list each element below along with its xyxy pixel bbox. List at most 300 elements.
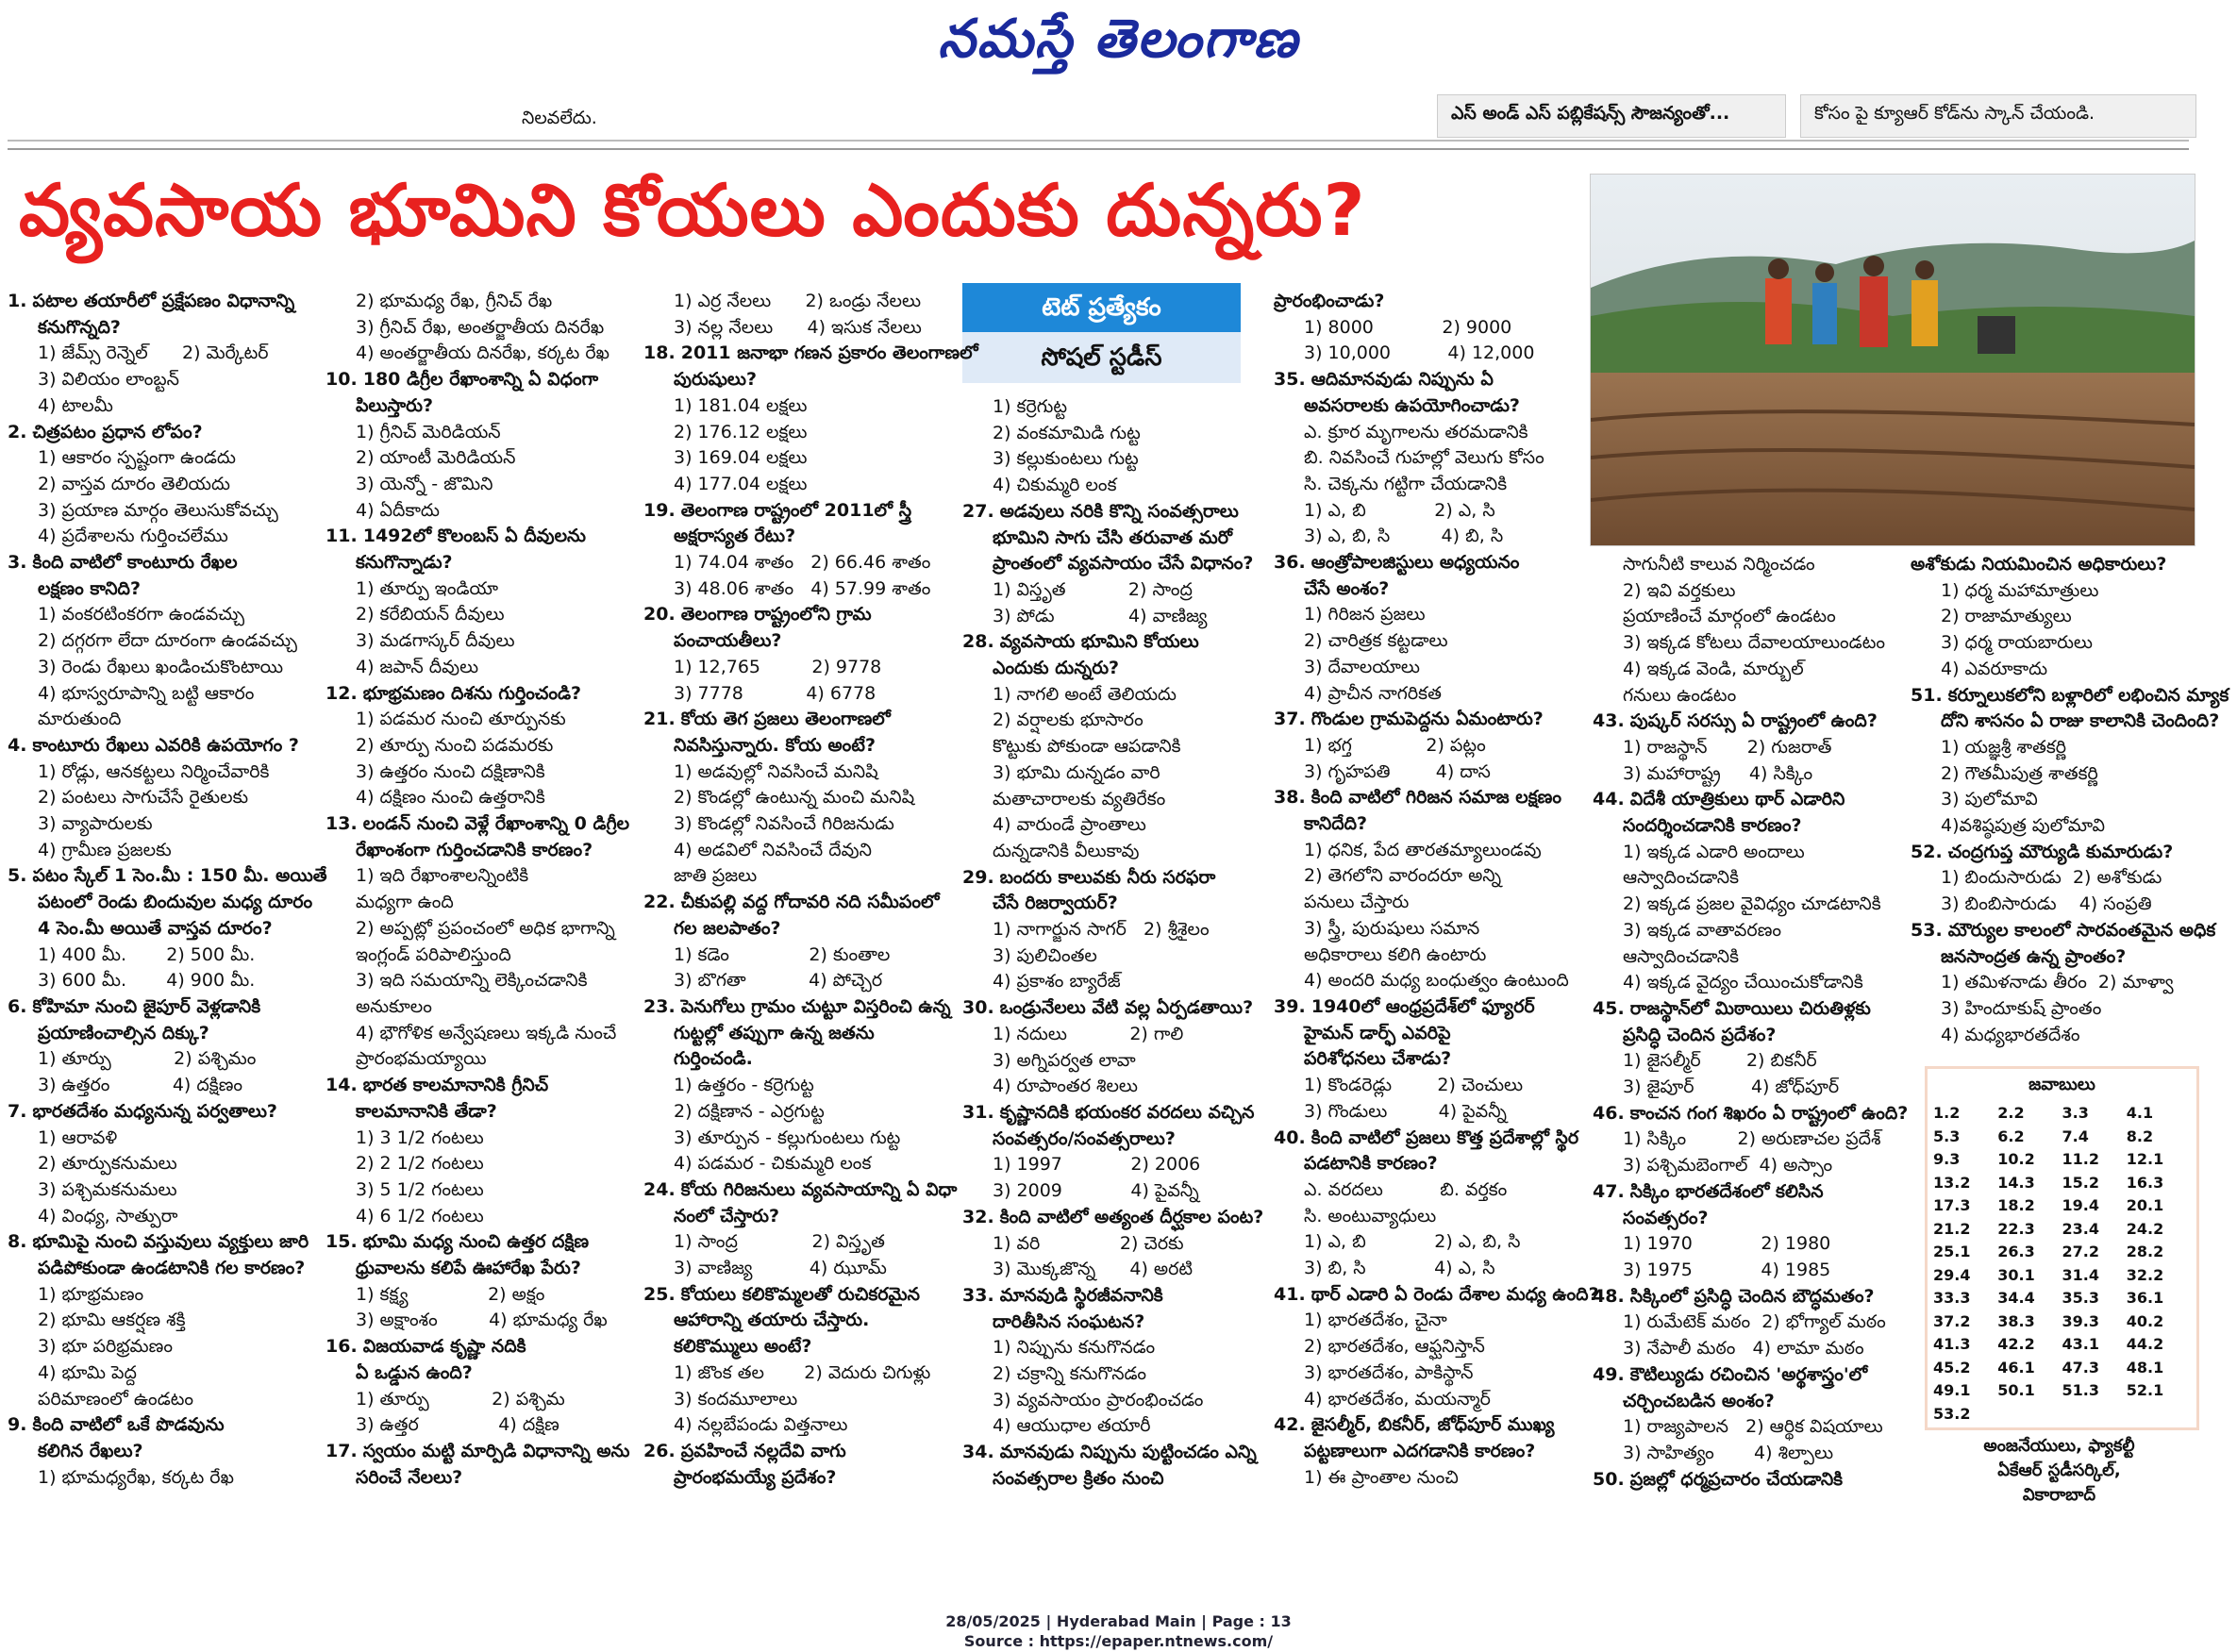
question-line: 2011 జనాభా గణన ప్రకారం తెలంగాణలో xyxy=(680,342,978,364)
question-text xyxy=(643,707,960,733)
answer-option: 3) నేపాలీ మఠం 4) లామా మఠం xyxy=(1623,1338,1864,1360)
question-text xyxy=(8,994,324,1021)
answer-option: మతాచారాలకు వ్యతిరేకం xyxy=(993,788,1166,809)
question-line: నంలో చేస్తారు? xyxy=(674,1205,780,1226)
question-text xyxy=(1274,1151,1590,1177)
answer-option: 3) పోడు 4) వాణిజ్య xyxy=(993,605,1208,626)
question-line: పుష్కర్ సరస్సు ఏ రాష్ట్రంలో ఉంది? xyxy=(1629,710,1878,732)
answer-option: 3) హిందూకుష్ ప్రాంతం xyxy=(1941,997,2102,1019)
question-text xyxy=(1274,1021,1590,1047)
question-text xyxy=(643,994,960,1021)
question-line: సిక్కింలో ప్రసిద్ధి చెందిన బౌద్ధమతం? xyxy=(1629,1285,1875,1307)
question-text xyxy=(1593,709,1909,735)
question-line: ఏ ఒడ్డున ఉంది? xyxy=(356,1361,473,1383)
answer-item: 2.2 xyxy=(1997,1104,2025,1122)
question-number: 35. xyxy=(1274,369,1306,391)
answer-item: 37.2 xyxy=(1933,1311,1971,1330)
answer-option: 4) భారతదేశం, మయన్మార్ xyxy=(1304,1388,1491,1410)
answer-option: 3) 1975 4) 1985 xyxy=(1623,1259,1831,1280)
answer-option: 3) బింబిసారుడు 4) సంప్రతి xyxy=(1941,893,2152,915)
answer-option: 3) బొగతా 4) పోచ్చెర xyxy=(674,970,883,992)
answer-option: గనులు ఉండటం xyxy=(1623,684,1737,706)
question-text xyxy=(643,1282,960,1309)
answer-item: 39.3 xyxy=(2062,1311,2099,1330)
answer-option: 3) మహారాష్ట్ర 4) సిక్కిం xyxy=(1623,762,1813,784)
answer-option: 1) తమిళనాడు తీరం 2) మాళ్వా xyxy=(1941,972,2174,993)
question-text xyxy=(1274,1282,1599,1309)
question-number: 21. xyxy=(643,709,676,730)
question-line: ప్రయాణించాల్సిన దిక్కు? xyxy=(38,1022,209,1043)
footer-source: Source : https://epaper.ntnews.com/ xyxy=(963,1632,1274,1650)
answer-option: 1) గ్రీనిచ్ మెరిడియన్ xyxy=(356,421,501,442)
question-text xyxy=(643,1465,960,1492)
answer-option: 1) 1997 2) 2006 xyxy=(993,1154,1201,1176)
answer-option: 3) ఇక్కడ వాతావరణం xyxy=(1623,919,1782,941)
question-line: ప్రారంభించాడు? xyxy=(1274,291,1385,311)
question-line: గుట్టల్లో తప్పుగా ఉన్న జతను xyxy=(674,1022,875,1043)
question-line: పటాల తయారీలో ప్రక్షేపణం విధానాన్ని xyxy=(32,291,295,311)
question-number: 28. xyxy=(962,631,994,653)
answer-option: 1) వంకరటింకరగా ఉండవచ్చు xyxy=(38,604,245,626)
question-number: 47. xyxy=(1593,1180,1625,1202)
answer-option: 1) యజ్ఞశ్రీ శాతకర్ణి xyxy=(1941,736,2067,758)
question-number: 45. xyxy=(1593,997,1625,1019)
answer-item: 35.3 xyxy=(2062,1289,2099,1307)
question-line: కింది వాటిలో కాంటూరు రేఖల xyxy=(32,552,238,574)
column-5 xyxy=(1274,289,1599,1491)
question-text xyxy=(1911,944,2227,971)
strip-middle-box: ఎస్ అండ్ ఎస్ పబ్లికేషన్స్ సౌజన్యంతో... xyxy=(1437,94,1786,138)
answer-option: 4) ఎవరూకాదు xyxy=(1941,658,2048,679)
answer-option: 1) బిందుసారుడు 2) అశోకుడు xyxy=(1941,867,2162,889)
question-number: 41. xyxy=(1274,1283,1306,1305)
answer-option: 1) ఎ, బి 2) ఎ, సి xyxy=(1304,499,1495,521)
question-line: రేఖాంశంగా గుర్తించడానికి కారణం? xyxy=(356,839,593,860)
answer-option: 2) అప్పట్లో ప్రపంచంలో అధిక భాగాన్ని xyxy=(356,917,615,939)
question-line: కింది వాటిలో అత్యంత దీర్ఘకాల పంట? xyxy=(999,1206,1264,1227)
answer-option: 1) 3 1/2 గంటలు xyxy=(356,1126,484,1148)
question-number: 7. xyxy=(8,1100,27,1122)
answer-option: 3) ఇక్కడ కోటలు దేవాలయాలుండటం xyxy=(1623,632,1886,654)
answer-option: పనులు చేస్తారు xyxy=(1304,892,1410,913)
question-line: అక్షరాస్యత రేటు? xyxy=(674,526,796,547)
farm-photo xyxy=(1590,174,2195,546)
question-text xyxy=(962,499,1278,526)
question-number: 23. xyxy=(643,995,676,1017)
answer-option: 3) 169.04 లక్షలు xyxy=(674,447,808,469)
question-line: అశోకుడు నియమించిన అధికారులు? xyxy=(1911,554,2167,575)
question-line: భూమి మధ్య నుంచి ఉత్తర దక్షిణ xyxy=(362,1231,590,1253)
question-text xyxy=(962,891,1278,917)
question-number: 38. xyxy=(1274,787,1306,809)
answer-item: 22.3 xyxy=(1997,1219,2035,1238)
question-text xyxy=(643,1177,960,1204)
answer-item: 45.2 xyxy=(1933,1358,1971,1377)
question-text xyxy=(8,916,324,943)
page-headline: వ్యవసాయ భూమిని కోయలు ఎందుకు దున్నరు? xyxy=(19,168,1366,252)
question-line: స్వయం మట్టి మార్పిడి విధానాన్ని అను xyxy=(362,1440,630,1461)
divider xyxy=(8,148,2189,150)
question-text xyxy=(1593,813,1909,840)
question-text xyxy=(643,524,960,550)
answer-item: 31.4 xyxy=(2062,1265,2099,1284)
answer-option: 1) నిప్పును కనుగొనడం xyxy=(993,1337,1156,1359)
answer-option: 2) చక్రాన్ని కనుగొనడం xyxy=(993,1363,1146,1385)
answer-item: 41.3 xyxy=(1933,1335,1971,1353)
question-text xyxy=(643,916,960,943)
question-line: భూమిని సాగు చేసి తరువాత మరో xyxy=(993,526,1232,548)
question-text xyxy=(962,551,1278,577)
answer-option: 3) విలియం లాంబ్టన్ xyxy=(38,369,179,391)
question-text xyxy=(962,1283,1278,1310)
question-text xyxy=(326,1073,642,1099)
answer-item: 4.1 xyxy=(2126,1104,2154,1122)
question-line: తెలంగాణ రాష్ట్రంలో 2011లో స్త్రీ xyxy=(680,499,912,521)
question-text xyxy=(962,656,1278,682)
question-number: 4. xyxy=(8,734,27,756)
column-4 xyxy=(962,394,1278,1493)
answer-option: 3) ఉత్తరం నుంచి దక్షిణానికి xyxy=(356,760,545,782)
answer-option: 1) గిరిజన ప్రజలు xyxy=(1304,604,1426,626)
answer-option: 1) ఎర్ర నేలలు 2) ఒండ్రు నేలలు xyxy=(674,291,922,311)
answer-option: 3) జైపూర్ 4) జోధ్‌పూర్ xyxy=(1623,1076,1840,1098)
question-text xyxy=(8,1099,324,1126)
answer-item: 13.2 xyxy=(1933,1173,1971,1192)
question-text xyxy=(8,863,327,890)
answer-item: 26.3 xyxy=(1997,1243,2035,1260)
answer-option: 1) తూర్పు ఇండియా xyxy=(356,577,499,599)
answer-option: 4) గ్రామీణ ప్రజలకు xyxy=(38,839,172,860)
question-line: మానవుడి స్థిరజీవనానికి xyxy=(999,1284,1163,1306)
question-line: 4 సెం.మీ అయితే వాస్తవ దూరం? xyxy=(38,917,273,939)
question-number: 40. xyxy=(1274,1126,1306,1148)
answer-option: 1) 8000 2) 9000 xyxy=(1304,316,1512,338)
question-number: 8. xyxy=(8,1231,27,1253)
answer-option: 1) సిక్కిం 2) అరుణాచల ప్రదేశ్ xyxy=(1623,1128,1881,1150)
answer-option: 3) గ్రీనిచ్ రేఖ, అంతర్జాతీయ దినరేఖ xyxy=(356,316,605,338)
answer-option: 1) ఇక్కడ ఎడారి అందాలు xyxy=(1623,841,1805,862)
answer-option: 3) ఇది సమయాన్ని లెక్కించడానికి xyxy=(356,970,588,992)
question-text xyxy=(1911,552,2227,578)
question-line: పటంలో రెండు బిందువుల మధ్య దూరం xyxy=(38,892,313,913)
question-line: కర్నూలుకలోని బళ్లారిలో లభించిన మ్యాక xyxy=(1947,684,2229,706)
answer-option: మారుతుంది xyxy=(38,709,122,730)
question-number: 36. xyxy=(1274,552,1306,574)
question-line: రాజస్థాన్‌లో మిఠాయిలు చిరుతిళ్లకు xyxy=(1629,997,1871,1019)
answer-item: 5.3 xyxy=(1933,1126,1961,1145)
answer-option: ప్రయాణించే మార్గంలో ఉండటం xyxy=(1623,606,1836,627)
question-line: హైమన్ డార్ఫ్ ఎవరిపై xyxy=(1304,1022,1451,1043)
answer-item: 18.2 xyxy=(1997,1196,2035,1214)
answer-option: 1) రాజస్థాన్ 2) గుజరాత్ xyxy=(1623,736,1832,758)
question-text xyxy=(962,1205,1278,1231)
answer-option: 4)వశిష్ఠపుత్ర పులోమావి xyxy=(1941,815,2105,837)
question-number: 18. xyxy=(643,342,676,364)
question-line: ప్రాంతంలో వ్యవసాయం చేసే విధానం? xyxy=(993,553,1254,575)
answer-option: 1) భూభ్రమణం xyxy=(38,1283,144,1305)
question-text xyxy=(326,1465,642,1492)
answer-option: 1) ధర్మ మహామాత్రులు xyxy=(1941,579,2099,601)
question-text xyxy=(1274,811,1590,838)
question-number: 34. xyxy=(962,1442,994,1463)
answer-item: 6.2 xyxy=(1997,1126,2025,1145)
question-text xyxy=(643,733,960,759)
question-text xyxy=(1593,1284,1909,1310)
question-line: గొండుల గ్రామపెద్దను ఏమంటారు? xyxy=(1310,709,1544,730)
answer-option: ఆస్వాదించడానికి xyxy=(1623,945,1739,967)
answer-option: 2) తూర్పుకనుమలు xyxy=(38,1153,177,1175)
answer-option: 1) కడెం 2) కుంతాల xyxy=(674,943,891,965)
question-text xyxy=(643,1439,960,1465)
question-text xyxy=(8,1256,324,1282)
answer-option: 2) వర్షాలకు భూసారం xyxy=(993,709,1144,731)
question-line: ఆహారాన్ని తయారు చేస్తారు. xyxy=(674,1310,870,1331)
question-text xyxy=(962,995,1278,1022)
answer-item: 50.1 xyxy=(1997,1381,2035,1399)
answer-option: 1) 181.04 లక్షలు xyxy=(674,394,808,416)
answer-item: 44.2 xyxy=(2126,1335,2164,1353)
answer-option: 3) 7778 4) 6778 xyxy=(674,682,876,704)
answer-item: 34.4 xyxy=(1997,1289,2035,1307)
question-line: చీకుపల్లి వద్ద గోదావరి నది సమీపంలో xyxy=(680,892,940,913)
question-line: గుర్తించండి. xyxy=(674,1048,753,1070)
answer-item: 53.2 xyxy=(1933,1404,1971,1423)
answer-option: 3) పశ్చిమకనుమలు xyxy=(38,1178,177,1200)
question-text xyxy=(962,526,1278,552)
question-line: నివసిస్తున్నారు. కోయ అంటే? xyxy=(674,734,876,756)
answer-option: 1) ఆకారం స్పష్టంగా ఉండదు xyxy=(38,447,236,469)
question-line: మౌర్యుల కాలంలో సారవంతమైన అధిక xyxy=(1947,919,2216,941)
question-text xyxy=(1911,918,2227,944)
question-text xyxy=(962,1440,1278,1466)
question-number: 31. xyxy=(962,1101,994,1123)
answer-option: 3) స్త్రీ, పురుషులు సమాన xyxy=(1304,917,1480,939)
answer-key xyxy=(1925,1066,2199,1430)
answer-option: 2) కొండల్లో ఉంటున్న మంచి మనిషి xyxy=(674,787,915,809)
answer-option: 1) జొంక తల 2) వెదురు చిగుళ్లు xyxy=(674,1361,931,1383)
question-line: దారితీసిన సంఘటన? xyxy=(993,1310,1145,1332)
answer-option: ఇంగ్లండ్ పరిపాలిస్తుంది xyxy=(356,943,511,965)
question-line: సిక్కిం భారతదేశంలో కలిసిన xyxy=(1629,1180,1824,1202)
question-text xyxy=(326,681,642,708)
tet-special-box xyxy=(962,283,1241,385)
question-line: కోయ గిరిజనులు వ్యవసాయాన్ని ఏ విధా xyxy=(680,1178,958,1200)
question-number: 17. xyxy=(326,1440,358,1461)
answer-option: 3) 48.06 శాతం 4) 57.99 శాతం xyxy=(674,577,931,599)
question-text xyxy=(1593,1023,1909,1049)
strip-right-box: కోసం పై క్యూఆర్ కోడ్‌ను స్కాన్ చేయండి. xyxy=(1800,94,2196,138)
question-line: కనుగొన్నది? xyxy=(38,316,121,338)
question-text xyxy=(643,628,960,655)
answer-option: 1) వరి 2) చెరకు xyxy=(993,1232,1184,1254)
answer-item: 46.1 xyxy=(1997,1358,2035,1377)
answer-option: 1) సాంద్ర 2) విస్తృత xyxy=(674,1231,885,1253)
answer-option: 1) ఎ, బి 2) ఎ, బి, సి xyxy=(1304,1231,1521,1253)
question-text xyxy=(1911,683,2227,709)
answer-option: 4) ఇక్కడ వైద్యం చేయించుకోడానికి xyxy=(1623,972,1863,993)
column-6 xyxy=(1593,552,1909,1493)
question-line: ఆంత్రోపాలజిస్టులు అధ్యయనం xyxy=(1310,552,1520,574)
answer-option: 1) కక్ష్య 2) అక్షం xyxy=(356,1283,545,1305)
answer-option: 3) వాణిజ్య 4) ఝూమ్ xyxy=(674,1258,887,1279)
question-text xyxy=(962,1310,1278,1336)
answer-option: 1) ఇది రేఖాంశాలన్నింటికి xyxy=(356,865,529,887)
answer-option: 1) పడమర నుంచి తూర్పునకు xyxy=(356,709,566,730)
answer-option: 4) ప్రాచీన నాగరికత xyxy=(1304,682,1442,704)
question-number: 51. xyxy=(1911,684,1943,706)
answer-option: మధ్యగా ఉంది xyxy=(356,892,454,913)
credit-line: వికారాబాద్ xyxy=(2022,1485,2096,1505)
answer-option: 3) 2009 4) పైవన్నీ xyxy=(993,1180,1199,1202)
answer-option: 1) భగ్త 2) పట్లం xyxy=(1304,734,1486,756)
answer-item: 1.2 xyxy=(1933,1104,1961,1122)
answer-option: 1) ధనిక, పేద తారతమ్యాలుండవు xyxy=(1304,839,1542,860)
answer-item: 47.3 xyxy=(2062,1358,2099,1377)
answer-option: 2) రాజామాత్యులు xyxy=(1941,606,2072,627)
question-number: 43. xyxy=(1593,710,1625,732)
question-line: కోయ తెగ ప్రజలు తెలంగాణలో xyxy=(680,709,891,730)
answer-item: 12.1 xyxy=(2126,1150,2164,1168)
answer-option: 1) 1970 2) 1980 xyxy=(1623,1233,1831,1255)
question-number: 50. xyxy=(1593,1468,1625,1490)
answer-option: ఎ. వరదలు బి. వర్తకం xyxy=(1304,1178,1508,1200)
answer-option: 3) పులిచింతల xyxy=(993,944,1097,966)
answer-option: 3) అగ్నిపర్వత లావా xyxy=(993,1049,1136,1071)
column-7 xyxy=(1911,552,2227,1048)
question-text xyxy=(1274,367,1590,393)
question-text xyxy=(1274,707,1590,733)
answer-option: 3) 10,000 4) 12,000 xyxy=(1304,342,1535,364)
question-line: చంద్రగుప్త మౌర్యుడి కుమారుడు? xyxy=(1947,841,2174,862)
page-footer xyxy=(0,1611,2237,1651)
question-line: కలిగిన రేఖలు? xyxy=(38,1440,143,1461)
answer-option: 3) వ్యవసాయం ప్రారంభించడం xyxy=(993,1389,1204,1410)
answer-option: 1) కర్రెగుట్ట xyxy=(993,396,1068,417)
question-text xyxy=(326,1229,642,1256)
question-line: తెలంగాణ రాష్ట్రంలోని గ్రామ xyxy=(680,604,872,626)
answer-option: 1) ఉత్తరం - కర్రెగుట్ట xyxy=(674,1075,814,1096)
answer-item: 8.2 xyxy=(2126,1126,2154,1145)
tet-label: టెట్ ప్రత్యేకం xyxy=(962,283,1241,332)
question-line: చేసే రిజర్వాయర్? xyxy=(993,893,1118,914)
answer-option: 3) ఉత్తర 4) దక్షిణ xyxy=(356,1414,559,1436)
answer-item: 21.2 xyxy=(1933,1219,1971,1238)
answer-option: 1) కొండరెడ్లు 2) చెంచులు xyxy=(1304,1075,1524,1096)
question-line: కింది వాటిలో గిరిజన సమాజ లక్షణం xyxy=(1310,787,1561,809)
question-text xyxy=(8,733,324,759)
question-line: ప్రజల్లో ధర్మప్రచారం చేయడానికి xyxy=(1629,1468,1844,1490)
question-text xyxy=(326,1334,642,1360)
question-text xyxy=(8,289,324,315)
answer-option: 1) రోడ్లు, ఆనకట్టలు నిర్మించేవారికి xyxy=(38,760,270,782)
footer-date: 28/05/2025 | Hyderabad Main | Page : 13 xyxy=(945,1612,1292,1630)
answer-option: 1) నాగలి అంటే తెలియదు xyxy=(993,683,1177,705)
question-line: మానవుడు నిప్పును పుట్టించడం ఎన్ని xyxy=(999,1442,1257,1463)
question-line: జైసల్మీర్, బికనీర్, జోధ్‌పూర్ ముఖ్య xyxy=(1310,1414,1555,1436)
credit-line: ఏకేఆర్ స్టడీసర్కిల్, xyxy=(1997,1460,2121,1480)
question-number: 29. xyxy=(962,866,994,888)
answer-option: 3) 600 మీ. 4) 900 మీ. xyxy=(38,970,256,992)
answer-option: పరిమాణంలో ఉండటం xyxy=(38,1388,194,1410)
question-number: 27. xyxy=(962,500,994,522)
question-line: భారతదేశం మధ్యనున్న పర్వతాలు? xyxy=(32,1100,277,1122)
answer-option: 4) టాలమీ xyxy=(38,394,113,416)
question-line: 1492లో కొలంబస్ ఏ దీవులను xyxy=(362,526,586,547)
answer-item: 16.3 xyxy=(2126,1173,2164,1192)
question-text xyxy=(8,550,324,576)
question-line: పిలుస్తారు? xyxy=(356,394,434,416)
answer-option: 3) యెన్నో - జొమిని xyxy=(356,473,493,494)
question-text xyxy=(8,890,324,916)
answer-option: 1) నదులు 2) గాలి xyxy=(993,1023,1184,1044)
question-text xyxy=(643,1204,960,1230)
answer-option: 1) జైసల్మీర్ 2) బికనీర్ xyxy=(1623,1050,1817,1072)
answer-option: 1) తూర్పు 2) పశ్చిమం xyxy=(38,1048,257,1070)
question-number: 2. xyxy=(8,421,27,442)
answer-option: 1) నాగార్జున సాగర్ 2) శ్రీశైలం xyxy=(993,919,1210,941)
question-line: కాలమానానికి తేడా? xyxy=(356,1100,497,1122)
question-line: పెనుగోలు గ్రామం చుట్టూ విస్తరించి ఉన్న xyxy=(680,995,951,1017)
question-number: 42. xyxy=(1274,1414,1306,1436)
question-text xyxy=(326,1099,642,1126)
answer-item: 36.1 xyxy=(2126,1289,2164,1307)
question-line: కింది వాటిలో ఒకే పొడవును xyxy=(32,1414,225,1436)
question-text xyxy=(643,341,978,367)
answer-option: 2) దక్షిణాన - ఎర్రగుట్ట xyxy=(674,1100,825,1122)
answer-item: 24.2 xyxy=(2126,1219,2164,1238)
question-text xyxy=(8,576,324,603)
question-line: కోయలు కలికొమ్మలతో రుచికరమైన xyxy=(680,1283,920,1305)
question-text xyxy=(962,1126,1278,1153)
answer-item: 7.4 xyxy=(2062,1126,2089,1145)
answer-grid xyxy=(1928,1098,2196,1429)
answer-option: 3) అక్షాంశం 4) భూమధ్య రేఖ xyxy=(356,1310,608,1331)
answer-option: 2) యాంటీ మెరిడియన్ xyxy=(356,447,516,469)
answer-option: 1) 12,765 2) 9778 xyxy=(674,656,882,677)
question-number: 24. xyxy=(643,1178,676,1200)
answer-option: 2) వంకమామిడి గుట్ట xyxy=(993,422,1141,443)
answer-option: 2) 2 1/2 గంటలు xyxy=(356,1153,484,1175)
question-line: కాంటూరు రేఖలు ఎవరికి ఉపయోగం ? xyxy=(32,734,299,756)
question-text xyxy=(1274,1412,1590,1439)
question-number: 11. xyxy=(326,526,358,547)
question-line: ప్రసిద్ధి చెందిన ప్రదేశం? xyxy=(1623,1024,1777,1045)
answer-option: 1) రుమేటెక్ మఠం 2) భోగ్యాల్ మఠం xyxy=(1623,1311,1886,1333)
question-text xyxy=(643,602,960,628)
question-text xyxy=(643,890,960,916)
question-text xyxy=(643,1046,960,1073)
answer-option: 4) భూస్వరూపాన్ని బట్టి ఆకారం xyxy=(38,682,255,704)
question-number: 16. xyxy=(326,1336,358,1358)
question-number: 10. xyxy=(326,369,358,391)
question-line: ఆదిమానవుడు నిప్పును ఏ xyxy=(1310,369,1494,391)
answer-option: 3) రెండు రేఖలు ఖండించుకొంటాయి xyxy=(38,656,284,677)
answer-option: 4) 177.04 లక్షలు xyxy=(674,473,808,494)
answer-option: 4) మధ్యభారతదేశం xyxy=(1941,1024,2080,1045)
question-line: పటం స్కేల్ 1 సెం.మీ : 150 మీ. అయితే xyxy=(32,865,327,887)
question-text xyxy=(326,1360,642,1387)
answer-option: 1) జేమ్స్ రెన్నెల్ 2) మెర్కేటర్ xyxy=(38,342,269,364)
answer-option: 2) ఇవి వర్తకులు xyxy=(1623,579,1736,601)
question-number: 19. xyxy=(643,499,676,521)
answer-option: 3) మడగాస్కర్ దీవులు xyxy=(356,630,515,652)
question-line: చిత్రపటం ప్రధాన లోపం? xyxy=(32,421,203,442)
answer-option: జాతి ప్రజలు xyxy=(674,865,758,887)
question-line: పరిశోధనలు చేశాడు? xyxy=(1304,1048,1452,1070)
answer-item: 15.2 xyxy=(2062,1173,2099,1192)
question-line: అవసరాలకు ఉపయోగించాడు? xyxy=(1304,394,1520,416)
answer-option: 3) భూమి దున్నడం వారి xyxy=(993,761,1160,783)
